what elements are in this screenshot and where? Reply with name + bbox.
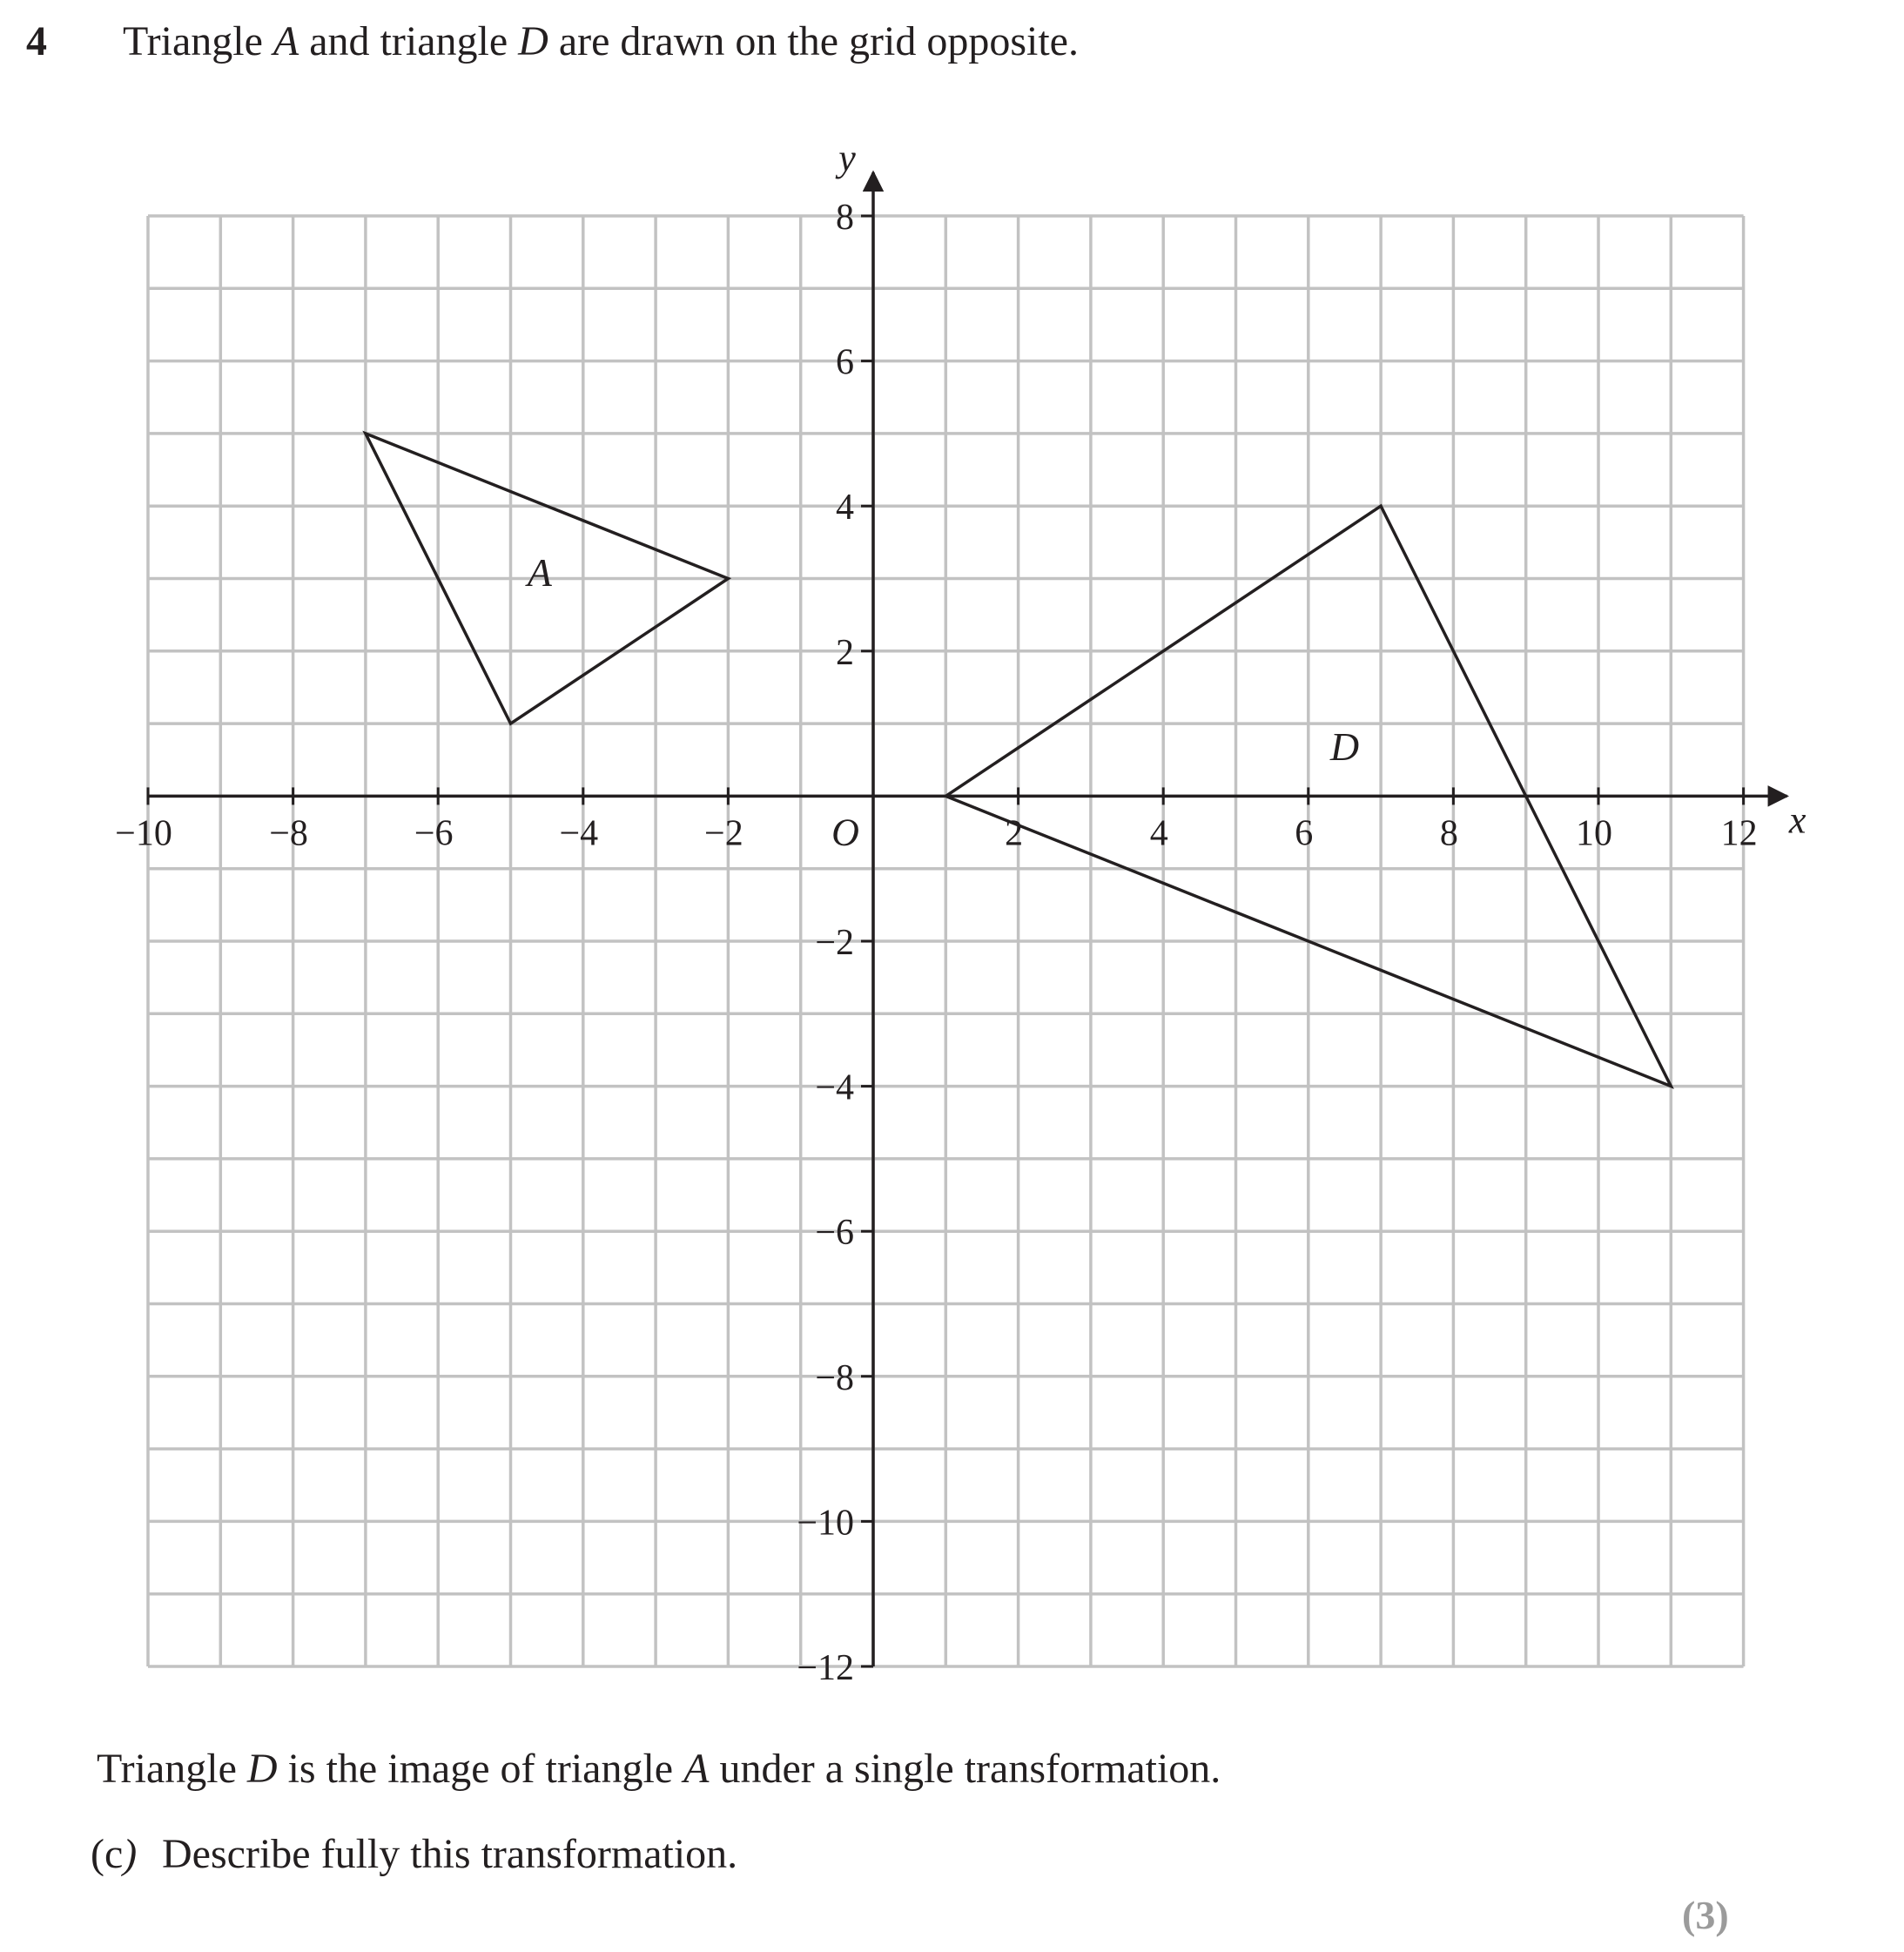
x-axis-label: x bbox=[1788, 798, 1806, 842]
question-number: 4 bbox=[26, 18, 47, 64]
part-text: Describe fully this transformation. bbox=[162, 1831, 738, 1877]
x-tick-label: 8 bbox=[1439, 813, 1458, 854]
x-tick-label: 10 bbox=[1576, 813, 1612, 854]
grid-lines bbox=[148, 216, 1744, 1666]
y-tick-label: 2 bbox=[836, 632, 854, 673]
y-tick-label: 8 bbox=[836, 198, 854, 238]
x-tick-label: 4 bbox=[1149, 813, 1168, 854]
y-tick-label: 6 bbox=[836, 342, 854, 383]
tick-labels bbox=[115, 137, 1806, 1688]
transformation-statement: Triangle D is the image of triangle A under a single transformation. bbox=[97, 1746, 1221, 1792]
part-label: (c) bbox=[91, 1831, 138, 1877]
question-intro: Triangle A and triangle D are drawn on the grid opposite. bbox=[123, 18, 1079, 64]
triangle-a-label: A bbox=[527, 549, 552, 595]
x-tick-label: −4 bbox=[559, 813, 599, 854]
x-tick-label: −8 bbox=[269, 813, 308, 854]
x-tick-label: 6 bbox=[1295, 813, 1314, 854]
marks-label: (3) bbox=[1682, 1893, 1729, 1937]
x-tick-label: −2 bbox=[704, 813, 743, 854]
part-c bbox=[91, 1828, 737, 1881]
axes bbox=[148, 172, 1787, 1666]
triangle-a-ref: A bbox=[272, 18, 299, 64]
x-tick-label: 12 bbox=[1720, 813, 1758, 854]
x-tick-label: −6 bbox=[414, 813, 454, 854]
x-tick-label: −10 bbox=[115, 813, 172, 854]
y-tick-label: −6 bbox=[815, 1213, 854, 1254]
y-axis-label: y bbox=[838, 137, 856, 179]
origin-label: O bbox=[831, 811, 859, 854]
y-tick-label: −8 bbox=[815, 1357, 854, 1398]
x-tick-label: 2 bbox=[1005, 813, 1024, 854]
y-tick-label: 4 bbox=[836, 488, 854, 528]
y-tick-label: −12 bbox=[797, 1648, 854, 1688]
triangle-d-label: D bbox=[1329, 724, 1360, 769]
triangle-d-ref: D bbox=[518, 18, 548, 64]
y-tick-label: −4 bbox=[815, 1067, 854, 1108]
y-tick-label: −2 bbox=[815, 923, 854, 963]
y-tick-label: −10 bbox=[797, 1503, 854, 1544]
